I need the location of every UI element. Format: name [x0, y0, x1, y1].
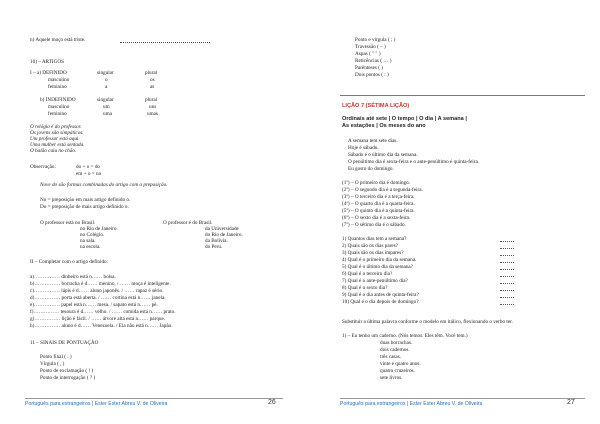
answer-blank: [120, 42, 210, 43]
exercise-e: e)…………… papel está n…… mesa. / sapato está n…… pé.: [30, 302, 158, 308]
ordinal-5: (5º) – O quinto dia é a quinta-feira.: [342, 208, 415, 214]
punct-dash: Travessão ( – ): [355, 44, 386, 50]
exercise-f: f)…………… tesoura é d…… velho. / …… comida está n…… prato.: [30, 309, 176, 315]
punct-semicolon: Ponto e vírgula ( ; ): [355, 37, 396, 43]
footer-rule: [25, 398, 283, 399]
indefinite-heading: b) INDEFINIDO: [40, 97, 76, 103]
lesson-title: LIÇÃO 7 (SÉTIMA LIÇÃO): [342, 103, 410, 109]
example-5: O balão caiu no chão.: [30, 148, 77, 154]
def-masc-plur: os: [150, 77, 155, 83]
punct-exclamation: Ponto de exclamação ( ! ): [40, 368, 94, 374]
page-number: 26: [268, 399, 276, 406]
answer-blank-5: [500, 269, 514, 270]
ordinal-7: (7º) – O sétimo dia é o sábado.: [342, 222, 406, 228]
answer-blank-9: [500, 297, 514, 298]
question-6: 6) Qual é o terceiro dia?: [342, 271, 393, 277]
place-do-3: da Bolívia.: [205, 238, 228, 244]
place-no-4: na escola.: [80, 244, 101, 250]
do-definition: Do = preposição de mais artigo definido o.: [40, 204, 129, 210]
indef-masc-plur: uns: [149, 104, 157, 110]
substitution-item-6: sete livros.: [380, 375, 403, 381]
answer-blank-6: [500, 276, 514, 277]
ordinal-1: (1º) – O primeiro dia é domingo.: [342, 180, 411, 186]
ordinal-3: (3º) – O terceiro dia é a terça-feira.: [342, 194, 415, 200]
indef-fem-sing: uma: [103, 111, 112, 117]
exercise-b: b)…………… borracha é d…… menino, / …… moça é inteligente.: [30, 281, 171, 287]
week-line-3: Sábado é o último dia da semana.: [348, 152, 418, 158]
example-3: Um professor está aqui.: [30, 136, 80, 142]
place-no-3: na sala.: [80, 238, 96, 244]
question-7: 7) Qual é o ante-penúltimo dia?: [342, 278, 408, 284]
right-page: [300, 0, 600, 424]
week-line-4: O penúltimo dia é sexta-feira e o ante-penúltimo é quinta-feira.: [348, 159, 480, 165]
exercise-a: a)…………… dinheiro está n…… bolsa.: [30, 274, 116, 280]
answer-blank-4: [500, 262, 514, 263]
def-fem-plur: as: [150, 84, 155, 90]
question-4: 4) Qual é o primeiro dia da semana.: [342, 257, 417, 263]
substitution-item-3: três casas.: [380, 354, 402, 360]
ordinal-4: (4º) – O quarto dia é a quarta-feira.: [342, 201, 415, 207]
prof-do-heading: O professor é do Brasil.: [163, 220, 213, 226]
masculine-label-2: masculino: [48, 104, 70, 110]
feminine-label-2: feminino: [48, 111, 67, 117]
section-articles: 10) – ARTIGOS: [30, 59, 64, 65]
question-1: 1) Quantos dias tem a semana?: [342, 236, 407, 242]
punct-quotes: Aspas ( " " ): [355, 51, 381, 57]
question-9: 9) Qual é o dia antes de quinta-feira?: [342, 292, 419, 298]
ordinal-2: (2º) – O segundo dia é a segunda-feira.: [342, 187, 423, 193]
example-2: Os jovens são simpáticos.: [30, 130, 84, 136]
observation-label: Observação:: [30, 164, 56, 170]
exercise-h: h)…………… aluno é d…… Venezuela. / Ela não está n…… Japão.: [30, 323, 173, 329]
question-10: 10) Qual é o dia depois de domingo?: [342, 299, 419, 305]
complete-instruction: II – Completar com o artigo definido:: [30, 259, 109, 265]
week-line-1: A semana tem sete dias.: [348, 138, 398, 144]
section-punctuation: 11 – SINAIS DE PONTUAÇÃO: [30, 340, 99, 346]
place-do-1: da Universidade: [205, 226, 239, 232]
footer-rule: [340, 398, 585, 399]
answer-blank-1: [500, 241, 514, 242]
substitution-item-4: vinte e quatro anos.: [380, 361, 421, 367]
no-definition: No = preposição em mais artigo definido o.: [40, 197, 131, 203]
def-fem-sing: a: [105, 84, 108, 90]
week-line-2: Hoje é sábado.: [348, 145, 379, 151]
definite-heading: I – a) DEFINIDO: [30, 70, 67, 76]
contraction-note: Nove do são formas combinadas do artigo com a preposição.: [40, 182, 168, 188]
punct-colon: Dois pontos ( : ): [355, 72, 389, 78]
question-5: 5) Qual é o último dia da semana?: [342, 264, 414, 270]
indef-fem-plur: umas: [147, 111, 158, 117]
lesson-subtitle-2: As estações | Os meses do ano: [342, 123, 426, 129]
question-n: n) Aquele moço está triste.: [30, 37, 86, 43]
exercise-c: c)…………… lápis é d…… aluno japonês. / …… rapaz é sério.: [30, 288, 164, 294]
punct-question: Ponto de interrogação ( ? ): [40, 375, 96, 381]
question-8: 8) Qual é o sexto dia?: [342, 285, 388, 291]
substitution-item-2: dois cadernos.: [380, 347, 410, 353]
answer-blank-7: [500, 283, 514, 284]
contraction-no: em + o = no: [76, 171, 102, 177]
substitution-model: 1) – Eu tenho um caderno. (Nós temos. Eles têm. Você tem.): [342, 333, 468, 339]
punct-parentheses: Parênteses ( ): [355, 65, 383, 71]
substitution-instruction: Substituir a última palavra conforme o modelo em itálico, flexionando o verbo ter.: [342, 319, 513, 325]
plural-header-2: plural: [145, 97, 158, 103]
feminine-label: feminino: [48, 84, 67, 90]
def-masc-sing: o: [105, 77, 108, 83]
place-do-2: do Rio de Janeiro.: [205, 232, 243, 238]
exercise-g: g)…………… lição é fácil. / …… árvore alta está n…… parque.: [30, 316, 166, 322]
punct-period: Ponto final ( . ): [40, 354, 72, 360]
question-2: 2) Quais são os dias pares?: [342, 243, 399, 249]
question-3: 3) Quais são os dias ímpares?: [342, 250, 404, 256]
answer-blank-3: [500, 255, 514, 256]
answer-blank-2: [500, 248, 514, 249]
contraction-do: do + o = do: [76, 164, 101, 170]
answer-blank-8: [500, 290, 514, 291]
singular-header-2: singular: [97, 97, 114, 103]
prof-no-heading: O professor está no Brasil.: [40, 220, 96, 226]
week-line-5: Eu gosto do domingo.: [348, 166, 394, 172]
substitution-item-5: quatro cruzeiros.: [380, 368, 415, 374]
footer-credit: Português para estrangeiros | Ester Ester Abreu V. de Oliveira: [340, 401, 483, 407]
lesson-divider: [340, 95, 585, 96]
answer-blank-10: [500, 304, 514, 305]
example-1: O relógio é do professor.: [30, 124, 82, 130]
masculine-label: masculino: [48, 77, 70, 83]
ordinal-6: (6º) – O sexto dia é a sexta-feira.: [342, 215, 411, 221]
singular-header: singular: [97, 70, 114, 76]
example-4: Uma mulher está sentada.: [30, 142, 85, 148]
place-do-4: do Peru.: [205, 244, 223, 250]
page-number: 27: [567, 399, 575, 406]
punct-comma: Vírgula ( , ): [40, 361, 65, 367]
substitution-item-1: duas borrachas.: [380, 340, 413, 346]
place-no-1: no Rio de Janeiro.: [80, 226, 118, 232]
footer-credit: Português para estrangeiros | Ester Ester Abreu V. de Oliveira: [25, 401, 168, 407]
indef-masc-sing: um: [103, 104, 110, 110]
plural-header: plural: [145, 70, 158, 76]
lesson-subtitle-1: Ordinais até sete | O tempo | O dia | A semana |: [342, 116, 467, 122]
place-no-2: no Colégio.: [80, 232, 105, 238]
exercise-d: d)…………… porta está aberta. / …… cortina está n…… janela.: [30, 295, 166, 301]
punct-ellipsis: Reticências ( … ): [355, 58, 392, 64]
